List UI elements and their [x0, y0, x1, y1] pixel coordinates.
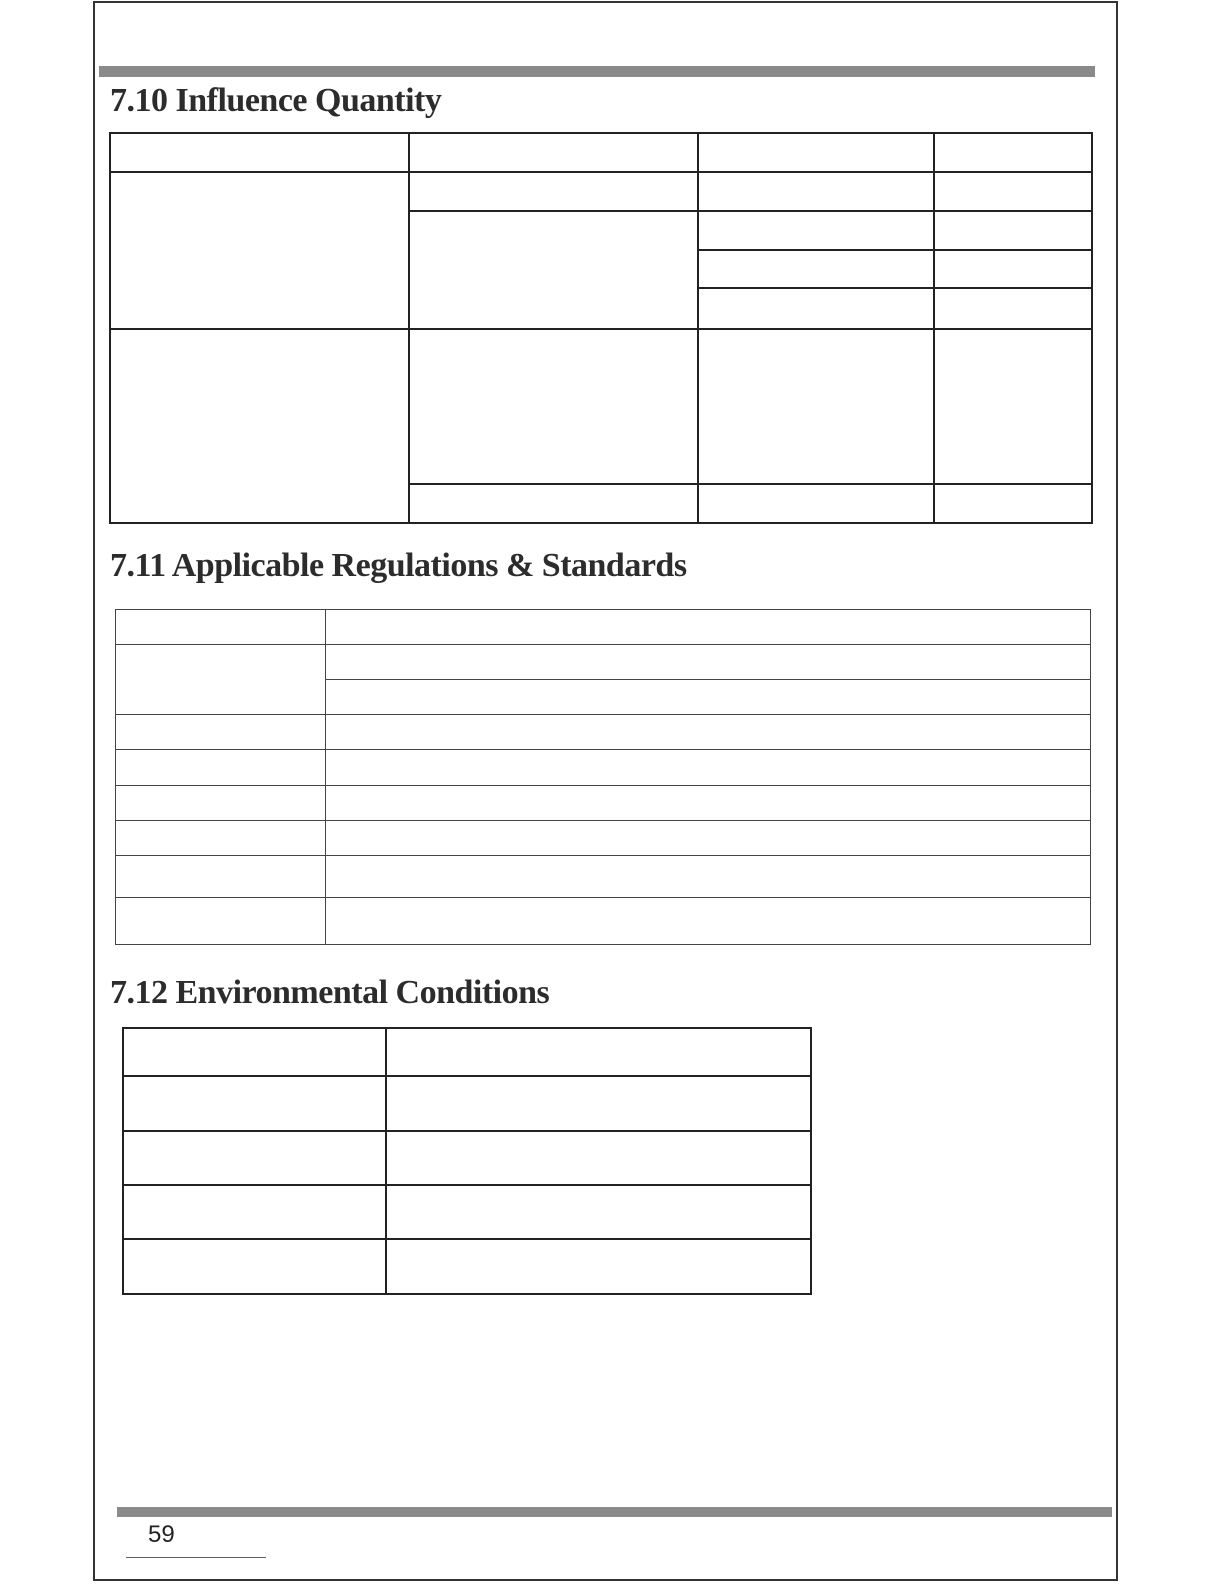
table-cell — [123, 1028, 386, 1076]
table-row — [123, 1185, 811, 1239]
table-cell — [123, 1131, 386, 1185]
table-cell — [326, 610, 1091, 645]
table-cell — [934, 484, 1092, 523]
table-cell — [409, 484, 698, 523]
table-cell — [934, 211, 1092, 250]
page-number-underline — [126, 1557, 266, 1558]
table-cell — [386, 1239, 811, 1294]
table-cell — [386, 1028, 811, 1076]
table-cell — [116, 715, 326, 750]
table-row — [123, 1076, 811, 1131]
table-cell — [698, 484, 934, 523]
section-title-regulations-standards: 7.11 Applicable Regulations & Standards — [110, 547, 687, 584]
table-cell — [116, 610, 326, 645]
table-cell — [326, 786, 1091, 821]
table-cell — [326, 821, 1091, 856]
table-cell — [110, 329, 409, 523]
table-cell — [934, 250, 1092, 288]
table-cell — [110, 172, 409, 329]
table-row — [116, 821, 1091, 856]
table-cell — [409, 133, 698, 172]
table-cell — [698, 288, 934, 329]
table-cell — [698, 250, 934, 288]
table-cell — [116, 898, 326, 945]
table-cell — [409, 211, 698, 329]
table-row — [116, 898, 1091, 945]
table-cell — [123, 1239, 386, 1294]
table-cell — [409, 329, 698, 484]
influence-quantity-table — [109, 132, 1093, 524]
table-cell — [326, 680, 1091, 715]
table-row — [116, 750, 1091, 786]
table-cell — [386, 1185, 811, 1239]
table-cell — [326, 898, 1091, 945]
table-cell — [123, 1076, 386, 1131]
section-title-influence-quantity: 7.10 Influence Quantity — [110, 82, 442, 119]
table-cell — [934, 329, 1092, 484]
table-cell — [698, 211, 934, 250]
table-cell — [934, 288, 1092, 329]
table-cell — [934, 172, 1092, 211]
table-cell — [326, 856, 1091, 898]
table-cell — [123, 1185, 386, 1239]
regulations-standards-table — [115, 609, 1091, 945]
table-row — [110, 329, 1092, 484]
table-cell — [934, 133, 1092, 172]
table-row — [116, 610, 1091, 645]
table-cell — [116, 821, 326, 856]
table-cell — [698, 172, 934, 211]
table-row — [116, 786, 1091, 821]
section-title-environmental-conditions: 7.12 Environmental Conditions — [110, 974, 550, 1011]
table-cell — [116, 645, 326, 715]
page-number: 59 — [148, 1521, 175, 1548]
table-row — [116, 856, 1091, 898]
table-cell — [326, 715, 1091, 750]
table-row — [123, 1131, 811, 1185]
table-cell — [698, 133, 934, 172]
environmental-conditions-table — [122, 1027, 812, 1295]
table-cell — [116, 786, 326, 821]
table-cell — [326, 645, 1091, 680]
table-cell — [409, 172, 698, 211]
table-cell — [386, 1076, 811, 1131]
table-cell — [698, 329, 934, 484]
top-rule-bar — [99, 66, 1095, 77]
table-row — [110, 172, 1092, 211]
table-row — [123, 1239, 811, 1294]
table-cell — [116, 856, 326, 898]
bottom-rule-bar — [117, 1507, 1112, 1517]
table-row — [116, 645, 1091, 680]
table-cell — [326, 750, 1091, 786]
table-cell — [386, 1131, 811, 1185]
table-row — [110, 133, 1092, 172]
table-row — [116, 715, 1091, 750]
table-cell — [116, 750, 326, 786]
table-cell — [110, 133, 409, 172]
table-row — [123, 1028, 811, 1076]
